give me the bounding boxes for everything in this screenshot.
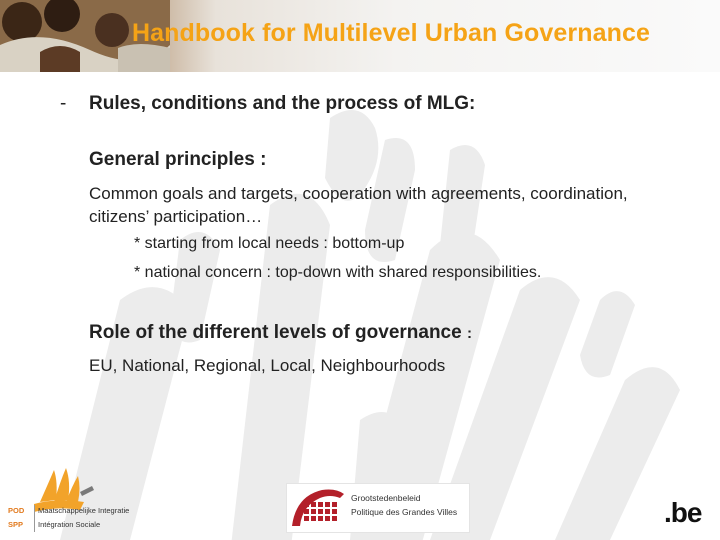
section-heading-governance-levels [89, 322, 472, 344]
main-heading: Rules, conditions and the process of MLG: [89, 93, 476, 114]
maatschappelijke-integratie-label: Maatschappelijke Integratie [38, 506, 130, 515]
bullet-dash: - [60, 93, 67, 114]
be-logo: .be [664, 497, 702, 528]
governance-levels-text: EU, National, Regional, Local, Neighbourhoods [89, 356, 446, 375]
general-principles-text: Common goals and targets, cooperation with agreements, coordination, citizens’ participation… [89, 184, 628, 226]
principle-item: * national concern : top-down with shared responsibilities. [134, 264, 542, 281]
city-buildings-logo-icon [290, 486, 346, 528]
pod-label: POD [8, 506, 25, 515]
slide-title: Handbook for Multilevel Urban Governance [132, 19, 650, 47]
integration-sociale-label: Intégration Sociale [38, 520, 101, 529]
spp-label: SPP [8, 520, 24, 529]
governance-heading-colon: : [466, 325, 472, 342]
principle-item: * starting from local needs : bottom-up [134, 235, 405, 252]
governance-heading-text: Role of the different levels of governance [89, 322, 462, 343]
politique-grandes-villes-label: Politique des Grandes Villes [351, 507, 458, 517]
grootstedenbeleid-label: Grootstedenbeleid [351, 493, 421, 503]
section-heading-general-principles: General principles : [89, 149, 267, 170]
footer-left-divider [34, 505, 35, 532]
